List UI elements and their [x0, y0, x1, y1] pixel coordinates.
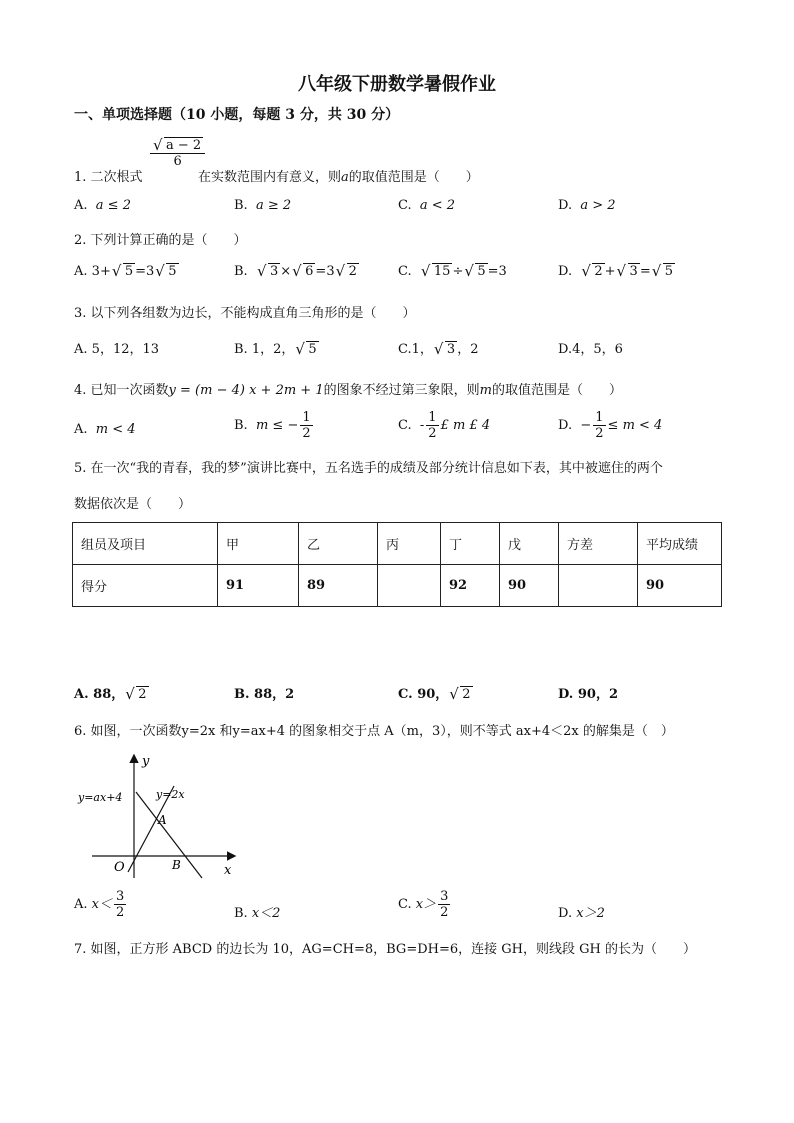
option-part: ÷ — [452, 264, 464, 279]
q2-option-d[interactable] — [558, 264, 675, 279]
q5-option-a[interactable] — [74, 683, 149, 702]
q6-option-d[interactable] — [558, 902, 605, 921]
q1-post: 在实数范围内有意义，则 — [198, 170, 342, 185]
radical — [293, 264, 315, 279]
option-letter: A. — [74, 264, 88, 279]
numerator: 3 — [440, 889, 449, 904]
numerator: 1 — [302, 410, 311, 425]
q2-option-b[interactable] — [234, 264, 359, 279]
q6-option-c[interactable] — [398, 889, 452, 920]
table-header: 方差 — [559, 523, 638, 565]
q1-tail: 的取值范围是（ ） — [348, 170, 479, 185]
question-4 — [74, 379, 622, 398]
point-a-label: A — [158, 813, 167, 827]
score-table — [72, 522, 722, 607]
option-letter: A. — [74, 198, 88, 213]
q4-option-d[interactable] — [558, 410, 662, 441]
radicand: 5 — [308, 342, 317, 357]
option-part: = — [639, 264, 651, 279]
option-letter: B. — [234, 418, 248, 433]
q5-option-d[interactable] — [558, 683, 618, 702]
q1-option-d[interactable] — [558, 198, 616, 213]
radicand: 2 — [594, 264, 603, 279]
q3-option-d[interactable] — [558, 338, 623, 357]
radical — [582, 264, 604, 279]
origin-label: O — [114, 860, 125, 875]
radical — [653, 264, 675, 279]
option-text: 5，12，13 — [91, 342, 160, 357]
fraction — [593, 410, 605, 441]
option-letter: B. — [234, 906, 248, 921]
option-text: 1，2， — [251, 342, 295, 357]
table-header-row — [73, 523, 722, 565]
question-5-line1: 5. 在一次“我的青春，我的梦”演讲比赛中，五名选手的成绩及部分统计信息如下表，其中被遮住的两个 — [74, 461, 663, 476]
q4-pre: 4. 已知一次函数 — [74, 383, 169, 398]
table-header: 丙 — [378, 523, 441, 565]
table-header: 戊 — [500, 523, 559, 565]
table-row — [73, 565, 722, 607]
option-text: − — [580, 418, 592, 433]
option-letter: B. — [234, 342, 248, 357]
fraction — [114, 889, 126, 920]
point-b-label: B — [172, 858, 181, 872]
table-cell: 90 — [500, 565, 559, 607]
radicand: 2 — [348, 264, 357, 279]
denominator: 2 — [302, 426, 311, 441]
option-text: a < 2 — [419, 198, 456, 213]
option-text: 90， — [417, 687, 449, 702]
q4-option-a[interactable] — [74, 422, 136, 437]
q4-function: y = (m − 4) x + 2m + 1 — [168, 383, 324, 398]
q1-statement — [198, 166, 479, 185]
table-cell: 89 — [299, 565, 378, 607]
denominator: 2 — [595, 426, 604, 441]
fraction — [300, 410, 312, 441]
option-letter: D. — [558, 906, 573, 921]
question-7: 7. 如图，正方形 ABCD 的边长为 10，AG=CH=8，BG=DH=6，连接 GH，则线段 GH 的长为（ ） — [74, 942, 696, 957]
q1-pre: 二次根式 — [90, 170, 143, 185]
table-header: 甲 — [218, 523, 299, 565]
radical — [258, 264, 280, 279]
q6-option-b[interactable] — [234, 902, 280, 921]
option-text: 4，5，6 — [572, 342, 623, 357]
q6-graph — [74, 748, 244, 888]
option-letter: C. — [398, 264, 412, 279]
table-cell — [559, 565, 638, 607]
table-cell: 92 — [441, 565, 500, 607]
q1-radical — [154, 138, 203, 153]
table-cell: 90 — [638, 565, 722, 607]
q4-post: 的图象不经过第三象限，则 — [323, 383, 480, 398]
option-text: m ≤ − — [255, 418, 299, 433]
option-letter: A. — [74, 897, 88, 912]
radicand: 2 — [138, 687, 147, 702]
question-6: 6. 如图，一次函数y=2x 和y=ax+4 的图象相交于点 A（m，3），则不等式 ax+4＜2x 的解集是（ ） — [74, 724, 674, 739]
x-axis-label: x — [224, 863, 232, 878]
radical — [126, 687, 148, 702]
option-letter: D. — [558, 264, 573, 279]
radical — [450, 687, 472, 702]
q1-option-a[interactable] — [74, 198, 131, 213]
option-text: 88， — [93, 687, 125, 702]
option-text: ≤ m < 4 — [607, 418, 663, 433]
table-header: 平均成绩 — [638, 523, 722, 565]
option-letter: C. — [398, 897, 412, 912]
radical — [296, 342, 318, 357]
radicand: 5 — [168, 264, 177, 279]
q6-option-a[interactable] — [74, 889, 128, 920]
option-text: a ≥ 2 — [255, 198, 292, 213]
radical — [113, 264, 135, 279]
q3-option-c[interactable] — [398, 338, 478, 357]
option-text: a > 2 — [580, 198, 616, 213]
option-part: × — [280, 264, 292, 279]
option-letter: C. — [398, 418, 412, 433]
denominator: 2 — [440, 905, 449, 920]
option-text: 88，2 — [254, 687, 295, 702]
numerator: 3 — [116, 889, 125, 904]
option-text: 90，2 — [577, 687, 619, 702]
table-cell: 91 — [218, 565, 299, 607]
question-5-line2: 数据依次是（ ） — [74, 497, 192, 512]
q1-number: 1. — [74, 170, 87, 185]
option-text: x＜ — [91, 897, 113, 912]
question-3: 3. 以下列各组数为边长，不能构成直角三角形的是（ ） — [74, 306, 416, 321]
q5-option-b[interactable] — [234, 683, 294, 702]
q4-var: m — [479, 383, 492, 398]
option-letter: D. — [558, 418, 573, 433]
q1-var: a — [341, 170, 349, 185]
q1-denominator: 6 — [173, 154, 182, 169]
option-letter: D. — [558, 198, 573, 213]
radicand: 3 — [446, 342, 456, 357]
radical — [337, 264, 359, 279]
question-2: 2. 下列计算正确的是（ ） — [74, 233, 247, 248]
option-text: x＞ — [415, 897, 437, 912]
option-letter: B. — [234, 264, 248, 279]
numerator: 1 — [428, 410, 437, 425]
radicand: 2 — [462, 687, 471, 702]
q2-option-a[interactable] — [74, 264, 179, 279]
line-y-ax-plus-4 — [136, 792, 202, 878]
q2-option-c[interactable] — [398, 264, 507, 279]
q1-radicand: a − 2 — [166, 138, 202, 153]
option-text: x＜2 — [251, 906, 281, 921]
radicand: 3 — [629, 264, 638, 279]
table-header: 乙 — [299, 523, 378, 565]
radical — [435, 342, 457, 357]
option-letter: B. — [234, 687, 250, 702]
q4-option-c[interactable] — [398, 410, 490, 441]
question-1 — [74, 166, 143, 185]
option-letter: A. — [74, 342, 88, 357]
q1-option-b[interactable] — [234, 198, 291, 213]
q4-tail: 的取值范围是（ ） — [491, 383, 622, 398]
table-cell — [378, 565, 441, 607]
option-letter: A. — [74, 687, 89, 702]
radicand: 5 — [664, 264, 674, 279]
option-letter: D. — [558, 687, 574, 702]
radical — [156, 264, 178, 279]
option-letter: B. — [234, 198, 248, 213]
option-part: =3 — [135, 264, 155, 279]
option-letter: D. — [558, 342, 573, 357]
section-heading: 一、单项选择题（10 小题，每题 3 分，共 30 分） — [74, 107, 400, 123]
table-cell: 得分 — [73, 565, 218, 607]
radicand: 3 — [269, 264, 279, 279]
page-title: 八年级下册数学暑假作业 — [298, 74, 496, 95]
option-text: a ≤ 2 — [95, 198, 131, 213]
option-part: + — [604, 264, 616, 279]
option-letter: C. — [398, 687, 413, 702]
option-text: ，2 — [457, 342, 479, 357]
fraction — [438, 889, 450, 920]
option-text: 1， — [411, 342, 433, 357]
radicand: 6 — [305, 264, 314, 279]
q5-option-c[interactable] — [398, 683, 473, 702]
q3-option-a[interactable] — [74, 338, 159, 357]
q3-option-b[interactable] — [234, 338, 319, 357]
option-letter: C. — [398, 198, 412, 213]
option-part: 3+ — [91, 264, 111, 279]
y-axis-label: y — [142, 754, 150, 769]
radicand: 5 — [477, 264, 486, 279]
numerator: 1 — [595, 410, 604, 425]
option-text: x＞2 — [576, 906, 605, 921]
radical — [422, 264, 453, 279]
option-part: =3 — [315, 264, 335, 279]
option-letter: C. — [398, 342, 412, 357]
radicand: 5 — [124, 264, 134, 279]
option-text: m < 4 — [95, 422, 136, 437]
radicand: 15 — [433, 264, 451, 279]
option-part: =3 — [487, 264, 507, 279]
q1-fraction — [150, 138, 205, 169]
line2-label: y=2x — [156, 788, 185, 801]
q1-option-c[interactable] — [398, 198, 455, 213]
q4-option-b[interactable] — [234, 410, 315, 441]
table-header: 组员及项目 — [73, 523, 218, 565]
line1-label: y=ax+4 — [78, 791, 123, 804]
option-text: - — [419, 418, 425, 433]
table-header: 丁 — [441, 523, 500, 565]
fraction — [426, 410, 438, 441]
radical — [618, 264, 640, 279]
denominator: 2 — [116, 905, 125, 920]
radical — [465, 264, 487, 279]
option-text: £ m £ 4 — [440, 418, 491, 433]
option-letter: A. — [74, 422, 88, 437]
denominator: 2 — [428, 426, 437, 441]
